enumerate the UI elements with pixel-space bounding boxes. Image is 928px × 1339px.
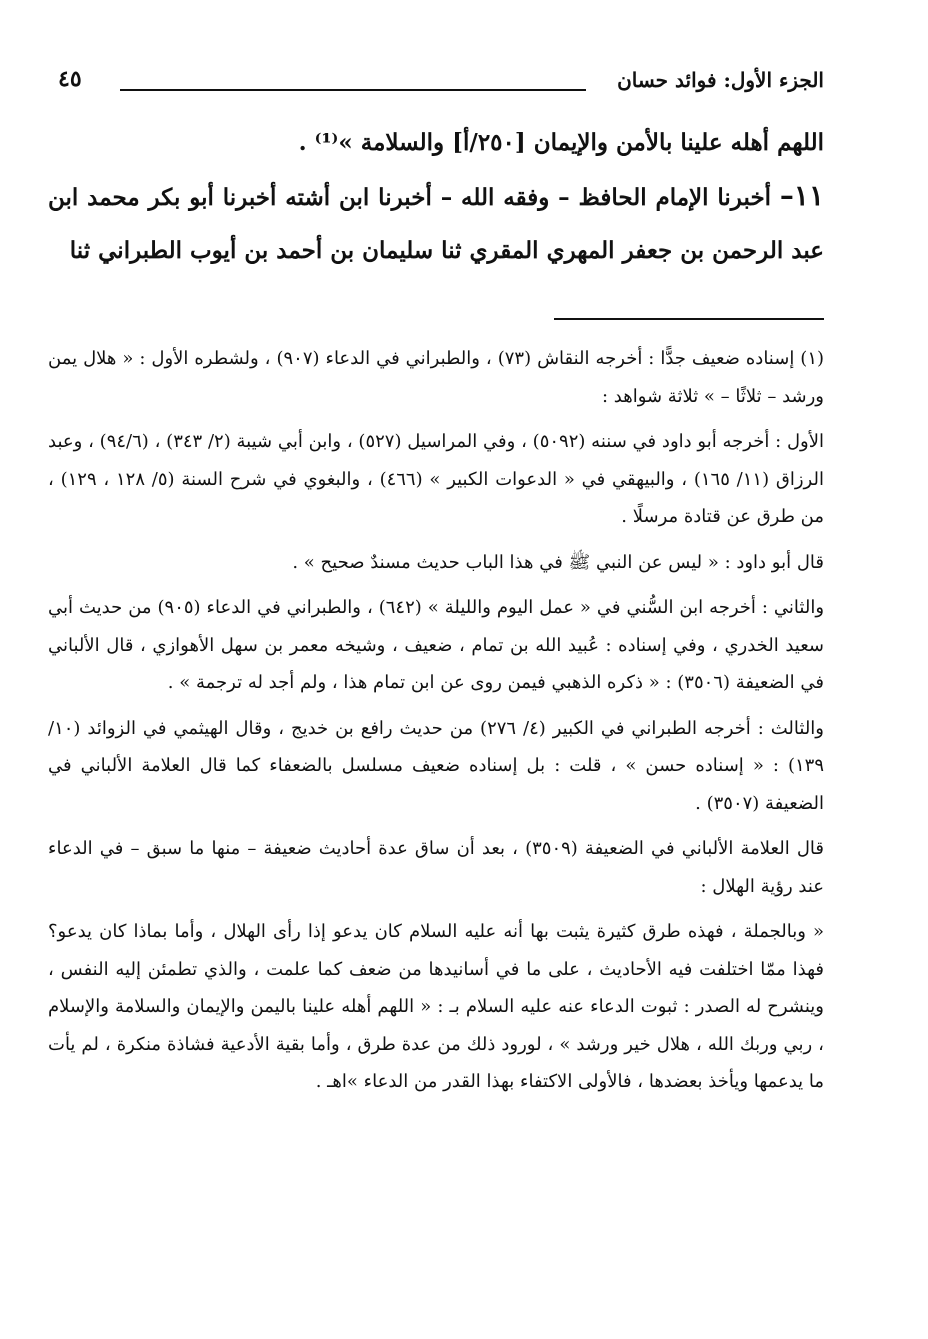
main-text xyxy=(48,116,824,277)
main-paragraph-2 xyxy=(48,169,824,277)
main-paragraph-1: اللهم أهله علينا بالأمن والإيمان [٢٥٠/أ] والسلامة »⁽¹⁾ . xyxy=(298,129,824,156)
hadith-text: أخبرنا الإمام الحافظ – وفقه الله – أخبرنا ابن أشته أخبرنا أبو بكر محمد ابن عبد الرحمن بن جعفر المهري المقري ثنا سليمان بن أحمد بن أيوب الطبراني ثنا xyxy=(48,184,824,264)
header-rule xyxy=(120,89,586,91)
page-header xyxy=(58,64,824,104)
hadith-number: ١١– xyxy=(779,179,824,212)
footnote-paragraph: والثالث : أخرجه الطبراني في الكبير (٤/ ٢٧٦) من حديث رافع بن خديج ، وقال الهيثمي في الزوائد (١٠/ ١٣٩) : « إسناده حسن » ، قلت : بل إسناده ضعيف مسلسل بالضعفاء كما قال العلامة الألباني في الضعيفة (٣٥٠٧) . xyxy=(48,717,824,814)
footnote-paragraph: قال أبو داود : « ليس عن النبي ﷺ في هذا الباب حديث مسندٌ صحيح » . xyxy=(292,551,824,573)
footnotes xyxy=(48,340,824,1101)
footnote-paragraph: « وبالجملة ، فهذه طرق كثيرة يثبت بها أنه عليه السلام كان يدعو إذا رأى الهلال ، وأما بماذا كان يدعو؟ فهذا ممّا اختلفت فيه الأحاديث ، على ما في أسانيدها من ضعف كما علمت ، والذي تطمئن إليه النفس ، وينشرح له الصدر : ثبوت الدعاء عنه عليه السلام بـ : « اللهم أهله علينا باليمن والإيمان والسلامة والإسلام ، ربي وربك الله ، هلال خير ورشد » ، لورود ذلك من عدة طرق ، وأما بقية الأدعية فشاذة منكرة ، لم يأت ما يدعمها ويأخذ بعضدها ، فالأولى الاكتفاء بهذا القدر من الدعاء »اهـ . xyxy=(48,921,824,1092)
footnote-paragraph: قال العلامة الألباني في الضعيفة (٣٥٠٩) ، بعد أن ساق عدة أحاديث ضعيفة – منها ما سبق – في الدعاء عند رؤية الهلال : xyxy=(48,838,824,897)
footnote-paragraph: الأول : أخرجه أبو داود في سننه (٥٠٩٢) ، وفي المراسيل (٥٢٧) ، وابن أبي شيبة (٢/ ٣٤٣) ، (٩٤/٦) ، وعبد الرزاق (١١/ ١٦٥) ، والبيهقي في « الدعوات الكبير » (٤٦٦) ، والبغوي في شرح السنة (٥/ ١٢٨ ، ١٢٩) ، من طرق عن قتادة مرسلًا . xyxy=(48,431,825,527)
footnote-paragraph: والثاني : أخرجه ابن السُّني في « عمل اليوم والليلة » (٦٤٢) ، والطبراني في الدعاء (٩٠٥) من حديث أبي سعيد الخدري ، وفي إسناده : عُبيد الله بن تمام ، ضعيف ، وشيخه معمر بن سهل الأهوازي ، قال الألباني في الضعيفة (٣٥٠٦) : « ذكره الذهبي فيمن روى عن ابن تمام هذا ، ولم أجد له ترجمة » . xyxy=(48,597,825,693)
running-title: الجزء الأول: فوائد حسان xyxy=(617,68,824,92)
footnote-paragraph: (١) إسناده ضعيف جدًّا : أخرجه النقاش (٧٣) ، والطبراني في الدعاء (٩٠٧) ، ولشطره الأول : « هلال يمن ورشد – ثلاثًا – » ثلاثة شواهد : xyxy=(48,348,825,407)
page-number: ٤٥ xyxy=(58,66,82,92)
footnote-separator xyxy=(554,318,824,320)
